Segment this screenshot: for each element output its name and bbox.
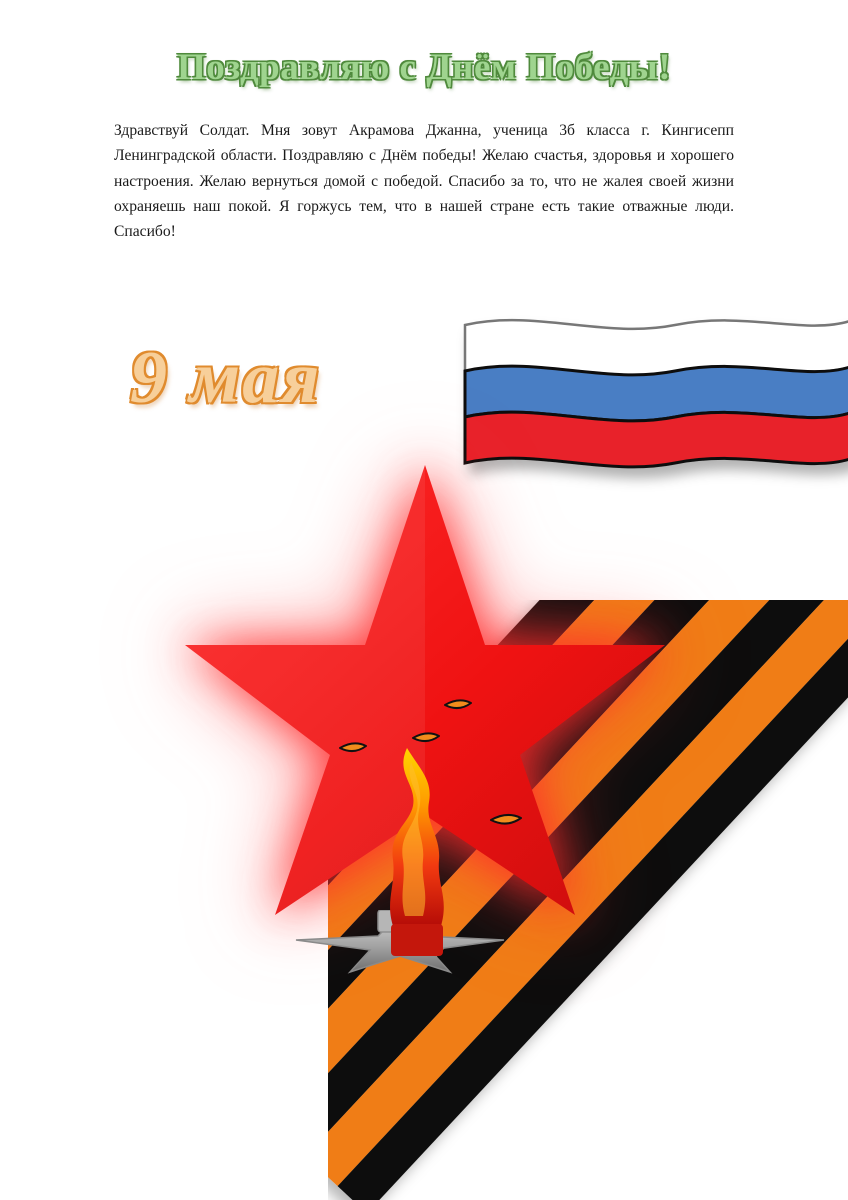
eternal-flame-icon [345, 740, 495, 970]
spark-1 [445, 700, 471, 708]
letter-body-text: Здравствуй Солдат. Мня зовут Акрамова Джанна, ученица 3б класса г. Кингисепп Ленинградской области. Поздравляю с Днём победы! Желаю счастья, здоровья и хорошего настроения. Желаю вернуться домой с победой. Спасибо за то, что не жалея своей жизни охраняешь наш покой. Я горжусь тем, что в нашей стране есть такие отважные люди. Спасибо! [114, 122, 734, 240]
eternal-flame-monument [185, 455, 665, 985]
page-title: Поздравляю с Днём Победы! [176, 47, 672, 88]
spark-4 [491, 815, 521, 824]
date-word-nine-may: 9 мая [130, 337, 322, 419]
flame-base [391, 924, 443, 956]
